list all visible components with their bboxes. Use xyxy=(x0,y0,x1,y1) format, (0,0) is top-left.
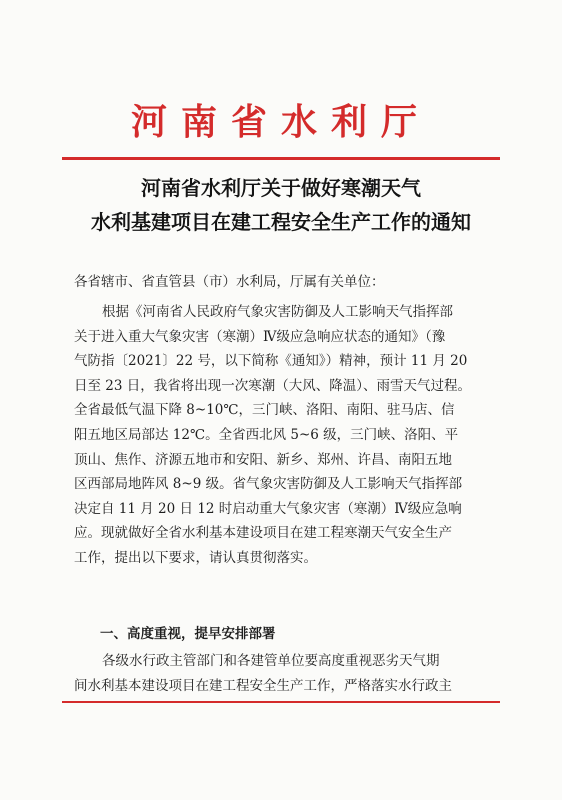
paragraph-1-line: 决定自 11 月 20 日 12 时启动重大气象灾害（寒潮）Ⅳ级应急响 xyxy=(74,500,462,517)
paragraph-1-line: 关于进入重大气象灾害（寒潮）Ⅳ级应急响应状态的通知》（豫 xyxy=(74,328,446,345)
notice-title-line-1: 河南省水利厅关于做好寒潮天气 xyxy=(141,176,421,200)
bottom-red-rule xyxy=(62,701,500,703)
paragraph-1-line: 阳五地区局部达 12℃。全省西北风 5~6 级，三门峡、洛阳、平 xyxy=(74,426,459,443)
paragraph-2-line: 各级水行政主管部门和各建管单位要高度重视恶劣天气期 xyxy=(102,653,440,669)
paragraph-1-line: 日至 23 日，我省将出现一次寒潮（大风、降温）、雨雪天气过程。 xyxy=(74,377,472,394)
paragraph-2 xyxy=(74,649,494,698)
paragraph-1-line: 气防指〔2021〕22 号，以下简称《通知》）精神，预计 11 月 20 xyxy=(74,353,468,370)
addressee-line: 各省辖市、省直管县（市）水利局，厅属有关单位： xyxy=(74,274,385,290)
paragraph-1-line: 根据《河南省人民政府气象灾害防御及人工影响天气指挥部 xyxy=(102,304,453,320)
paragraph-1-line: 全省最低气温下降 8~10℃，三门峡、洛阳、南阳、驻马店、信 xyxy=(74,402,455,419)
paragraph-1-line: 区西部局地阵风 8~9 级。省气象灾害防御及人工影响天气指挥部 xyxy=(74,476,463,493)
paragraph-1-line: 应。现就做好全省水利基本建设项目在建工程寒潮天气安全生产 xyxy=(74,525,452,542)
paragraph-1 xyxy=(74,300,494,571)
letterhead-org-name: 河南省水利厅 xyxy=(130,101,431,143)
letterhead-red-rule xyxy=(62,157,500,160)
paragraph-1-line: 顶山、焦作、济源五地市和安阳、新乡、郑州、许昌、南阳五地 xyxy=(74,451,452,468)
paragraph-2-line: 间水利基本建设项目在建工程安全生产工作，严格落实水行政主 xyxy=(74,677,452,694)
paragraph-1-line: 工作，提出以下要求，请认真贯彻落实。 xyxy=(74,549,317,566)
section-1-heading: 一、高度重视，提早安排部署 xyxy=(100,626,276,642)
notice-title-line-2: 水利基建项目在建工程安全生产工作的通知 xyxy=(91,210,471,234)
